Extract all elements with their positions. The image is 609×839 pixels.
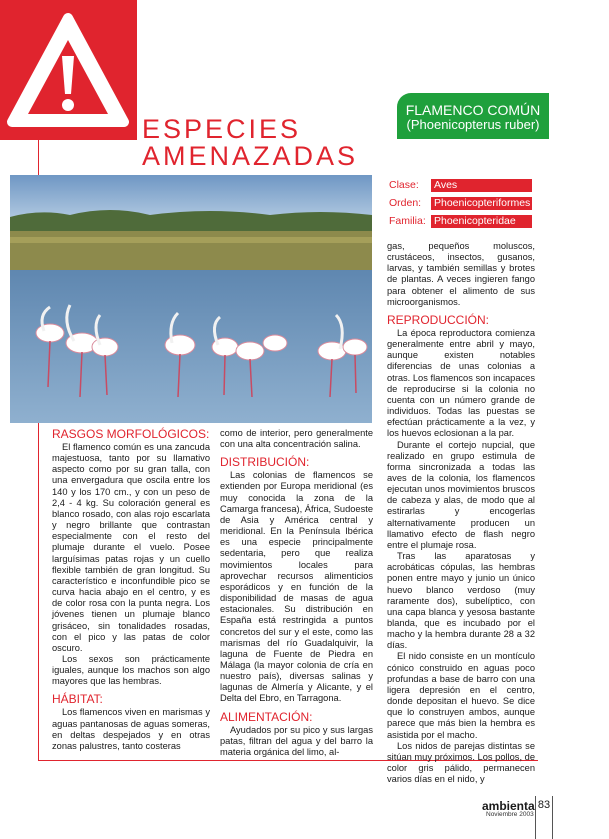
paragraph: Los nidos de parejas distintas se sitúan muy próximos. Los pollos, de color gris pálido, permanecen varios días en el nido, y [387,740,535,785]
warning-banner [0,0,137,140]
text-column-2 [220,428,373,758]
species-common-name: FLAMENCO COMÚN [405,102,541,118]
paragraph: como de interior, pero generalmente con una alta concentración salina. [220,428,373,450]
taxonomy-row [389,212,532,230]
warning-triangle-icon [6,10,131,135]
paragraph: El flamenco común es una zancuda majestuosa, tanto por su llamativo aspecto como por su gran talla, con una envergadura que oscila entre los 140 y los 170 cm., y con un peso de 2,4 - 4 kg. Su coloración general es blanco rosado, con alas rojo escarlata y negro brillante que contrastan especialmente con el resto del plumaje durante el vuelo. Posee larguísimas patas rojas y un cuello flexible también de gran longitud. Su característico e inconfundible pico se curva hacia abajo en el centro, y es de color rosa con la punta negra. Los jóvenes tienen un plumaje blanco grisáceo, sin tonalidades rosadas, con el pico y las patas de color oscuro. [52,442,210,653]
paragraph: Tras las aparatosas y acrobáticas cópulas, las hembras ponen entre mayo y junio un único huevo blanco verdoso (muy raramente dos), subelíptico, con una capa blanca y yesosa bastante blanda, que es incubado por el macho y la hembra durante 28 a 32 días. [387,551,535,651]
paragraph: Los flamencos viven en marismas y aguas pantanosas de aguas someras, en deltas despejados y en otras zonas palustres, tanto costeras [52,707,210,751]
page-number: 83 [535,796,553,839]
paragraph: gas, pequeños moluscos, crustáceos, insectos, gusanos, larvas, y también semillas y brotes de plantas. A veces ingieren fango para obtener el alimento de sus microorganismos. [387,241,535,307]
taxonomy-label: Clase: [389,179,419,191]
species-scientific-name: (Phoenicopterus ruber) [406,117,540,132]
taxonomy-label: Orden: [389,197,422,209]
species-title-box [397,93,549,139]
heading-rasgos: RASGOS MORFOLÓGICOS: [52,427,210,441]
taxonomy-value: Aves [431,179,532,192]
section-title-line2: AMENAZADAS [142,141,359,171]
heading-alimentacion: ALIMENTACIÓN: [220,709,313,724]
taxonomy-row [389,194,532,212]
paragraph: La época reproductora comienza generalmente entre abril y mayo, aunque existen notables diferencias de unas colonias a otras. Los flamencos son incapaces de reproducirse si la colonia no cuenta con un número grande de individuos. Todas las puestas se efectúan prácticamente a la vez, y los huevos eclosionan a la par. [387,327,535,439]
heading-habitat: HÁBITAT: [52,692,103,707]
taxonomy-row [389,176,532,194]
paragraph: El nido consiste en un montículo cónico construido en aguas poco profundas a base de barro con una ligera depresión en el centro, donde depositan el huevo. Se dice que lo construyen ambos, aunque parece que más bien la hembra es asistida por el macho. [387,651,535,740]
magazine-logo: ambienta [482,799,535,813]
taxonomy-table [389,176,532,230]
heading-reproduccion: REPRODUCCIÓN: [387,312,490,327]
paragraph: Durante el cortejo nupcial, que realizado en grupo estimula de forma sincronizada a todas las aves de la colonia, los flamencos ejecutan unos movimientos bruscos de cabeza y alas, de modo que al estirarlas y encogerlas alternativamente producen un llamativo efecto de flash negro entre el plumaje rosa. [387,439,535,550]
taxonomy-value: Phoenicopteridae [431,215,532,228]
issue-date: Noviembre 2003 [486,811,534,818]
paragraph: Las colonias de flamencos se extienden por Europa meridional (es muy conocida la zona de la Camarga francesa), África, Sudoeste de Asia y América central y meridional. En la Península Ibérica es una especie principalmente sedentaria, pero que realiza movimientos locales para aprovechar recursos alimenticios esporádicos y en función de la disponibilidad de masas de agua estacionales. Su distribución en España está restringida a puntos concretos del sur y el este, como las marismas del río Guadalquivir, la laguna de Fuente de Piedra en Málaga (la mayor colonia de cría en nuestro país), diversas salinas y lagunas de Almería y Alicante, y el Delta del Ebro, en Tarragona. [220,470,373,704]
heading-distribucion: DISTRIBUCIÓN: [220,455,310,470]
paragraph: Los sexos son prácticamente iguales, aunque los machos son algo mayores que las hembras. [52,653,210,687]
paragraph: Ayudados por su pico y sus largas patas, filtran del agua y del barro la materia orgánica del limo, al- [220,724,373,757]
section-title-line1: ESPECIES [142,114,302,144]
taxonomy-label: Familia: [389,215,426,227]
text-column-3 [387,241,535,785]
flamingo-photo [10,175,372,423]
text-column-1 [52,428,210,752]
taxonomy-value: Phoenicopteriformes [431,197,532,210]
